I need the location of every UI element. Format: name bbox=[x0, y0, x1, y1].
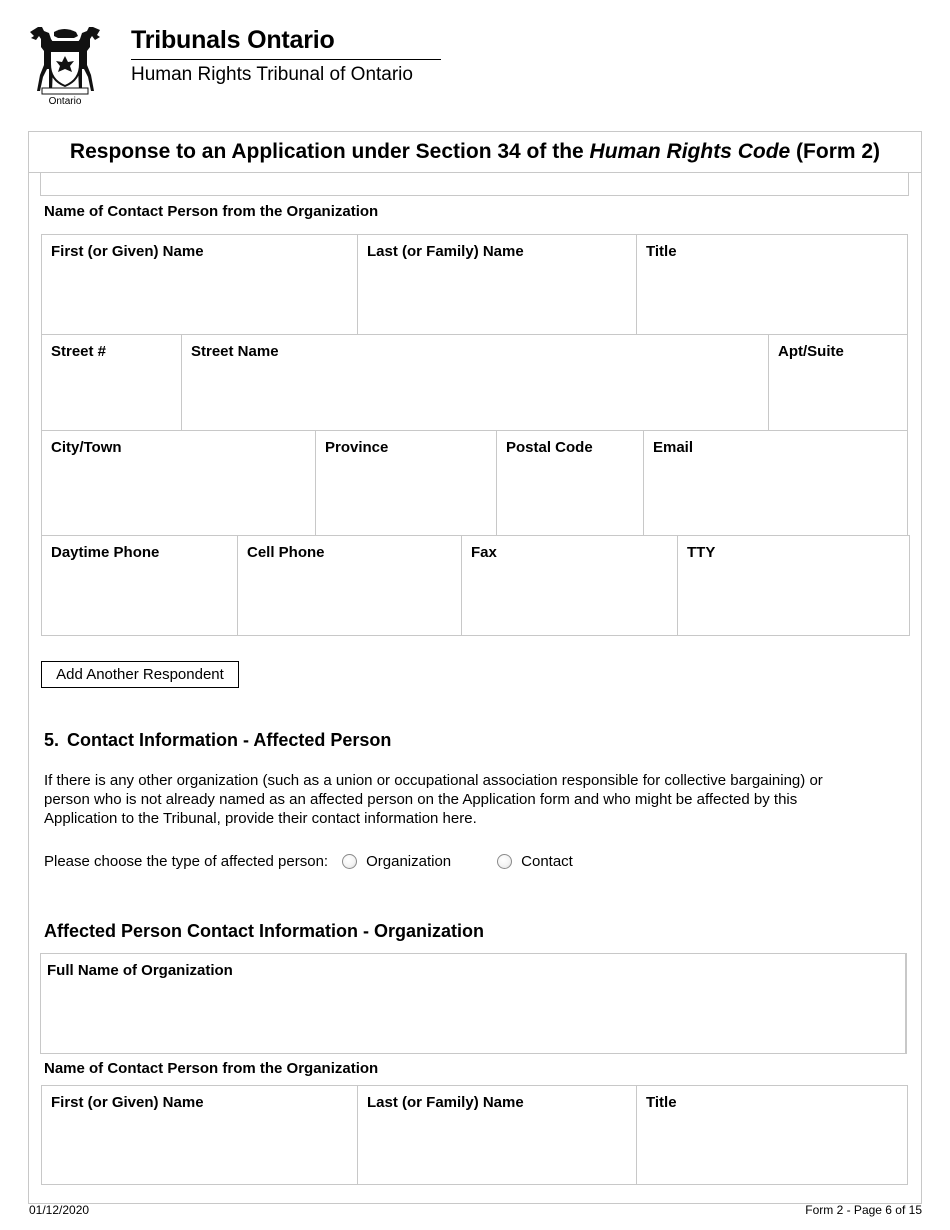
tty-field[interactable]: TTY bbox=[687, 544, 716, 561]
footer-date: 01/12/2020 bbox=[29, 1203, 90, 1217]
prior-field-box[interactable] bbox=[40, 173, 909, 196]
postal-code-field[interactable]: Postal Code bbox=[497, 431, 644, 535]
title-field[interactable]: Title bbox=[646, 243, 677, 260]
street-name-field[interactable]: Street Name bbox=[182, 335, 769, 430]
form-title bbox=[28, 131, 922, 173]
email-field[interactable]: Email bbox=[653, 439, 694, 456]
radio-label-contact[interactable]: Contact bbox=[521, 853, 573, 870]
section-title: Contact Information - Affected Person bbox=[67, 730, 392, 750]
affected-org-heading: Affected Person Contact Information - Organization bbox=[44, 921, 485, 941]
location-row bbox=[41, 430, 908, 536]
section-5-description bbox=[44, 771, 874, 828]
full-org-name-label: Full Name of Organization bbox=[47, 962, 233, 979]
org-title: Tribunals Ontario bbox=[131, 26, 335, 54]
form-title-suffix: (Form 2) bbox=[790, 140, 881, 163]
radio-button-organization[interactable] bbox=[342, 854, 357, 869]
first-name-field[interactable]: First (or Given) Name bbox=[42, 235, 358, 334]
affected-contact-person-label: Name of Contact Person from the Organization bbox=[44, 1060, 379, 1077]
affected-person-type-selector bbox=[44, 853, 573, 870]
daytime-phone-field[interactable]: Daytime Phone bbox=[42, 536, 238, 635]
affected-contact-name-row bbox=[41, 1085, 908, 1185]
affected-title-field[interactable]: Title bbox=[646, 1094, 677, 1111]
street-number-field[interactable]: Street # bbox=[42, 335, 182, 430]
contact-person-label: Name of Contact Person from the Organization bbox=[44, 203, 379, 220]
org-subtitle: Human Rights Tribunal of Ontario bbox=[131, 64, 413, 85]
apt-suite-field[interactable]: Apt/Suite bbox=[778, 343, 844, 360]
last-name-field[interactable]: Last (or Family) Name bbox=[358, 235, 637, 334]
cell-phone-field[interactable]: Cell Phone bbox=[238, 536, 462, 635]
address-row bbox=[41, 334, 908, 431]
form-title-italic: Human Rights Code bbox=[589, 140, 791, 163]
section-number: 5. bbox=[44, 730, 60, 750]
form-title-prefix: Response to an Application under Section 34 of the bbox=[69, 140, 590, 163]
footer-page-number: Form 2 - Page 6 of 15 bbox=[805, 1203, 922, 1217]
fax-field[interactable]: Fax bbox=[462, 536, 678, 635]
radio-label-organization[interactable]: Organization bbox=[366, 853, 452, 870]
radio-option-contact[interactable] bbox=[497, 853, 573, 870]
phone-row bbox=[41, 535, 910, 636]
affected-last-name-field[interactable]: Last (or Family) Name bbox=[358, 1086, 637, 1184]
full-org-name-field[interactable] bbox=[40, 953, 907, 1054]
description-line: If there is any other organization (such as a union or occupational association responsible for collective bargaining) or bbox=[44, 772, 823, 789]
contact-name-row bbox=[41, 234, 908, 335]
city-town-field[interactable]: City/Town bbox=[42, 431, 316, 535]
radio-prompt: Please choose the type of affected person: bbox=[44, 853, 329, 870]
province-field[interactable]: Province bbox=[316, 431, 497, 535]
affected-first-name-field[interactable]: First (or Given) Name bbox=[42, 1086, 358, 1184]
header-divider bbox=[131, 59, 441, 60]
radio-button-contact[interactable] bbox=[497, 854, 512, 869]
logo-caption: Ontario bbox=[48, 96, 82, 107]
description-line: Application to the Tribunal, provide their contact information here. bbox=[44, 810, 477, 827]
radio-option-organization[interactable] bbox=[342, 853, 451, 870]
add-another-respondent-button[interactable]: Add Another Respondent bbox=[41, 661, 239, 688]
description-line: person who is not already named as an affected person on the Application form and who might be affected by this bbox=[44, 791, 798, 808]
section-5-heading bbox=[44, 730, 391, 751]
